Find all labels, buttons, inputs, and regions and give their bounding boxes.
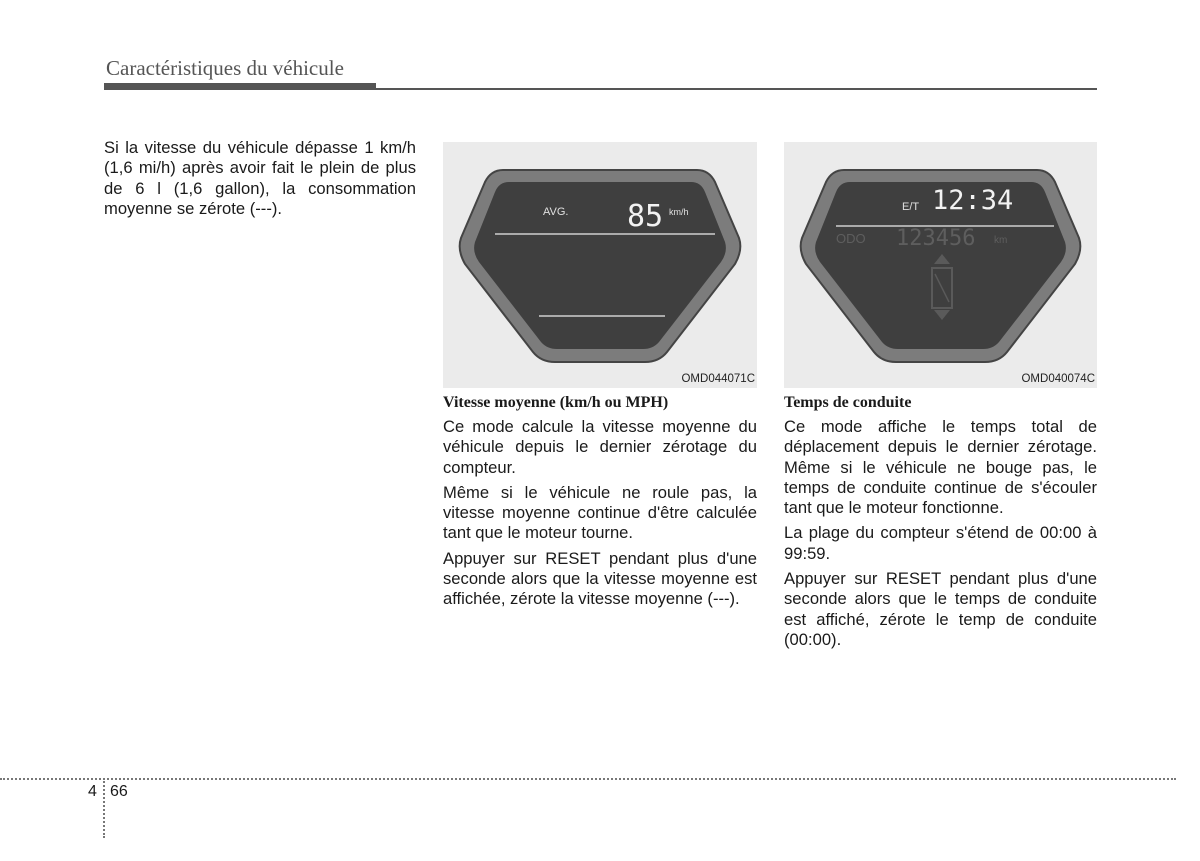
- header-rule: [104, 88, 1097, 90]
- page-header-title: Caractéristiques du véhicule: [106, 56, 344, 80]
- avg-speed-figure: [443, 142, 757, 388]
- avg-speed-cluster-illustration: [443, 142, 757, 388]
- drive-time-section: [784, 394, 1097, 650]
- avg-label: AVG.: [543, 206, 569, 218]
- page-number: 66: [110, 783, 128, 800]
- section-paragraph: Ce mode calcule la vitesse moyenne du véhicule depuis le dernier zérotage du compteur.: [443, 417, 757, 477]
- section-paragraph: La plage du compteur s'étend de 00:00 à 99:59.: [784, 523, 1097, 563]
- intro-column: [104, 138, 416, 219]
- section-title: Temps de conduite: [784, 394, 912, 411]
- odometer-unit: km: [994, 235, 1008, 246]
- elapsed-time-label: E/T: [902, 201, 920, 213]
- drive-time-figure: [784, 142, 1097, 388]
- odometer-value: 123456: [896, 226, 976, 251]
- section-paragraph: Ce mode affiche le temps total de déplacement depuis le dernier zérotage. Même si le véhicule ne bouge pas, le temps de conduite continue de s'écouler tant que le moteur fonctionne.: [784, 417, 1097, 518]
- avg-unit: km/h: [669, 207, 689, 217]
- avg-speed-section: [443, 394, 757, 610]
- footer-divider: [103, 778, 105, 838]
- elapsed-time-value: 12:34: [932, 185, 1014, 216]
- section-title: Vitesse moyenne (km/h ou MPH): [443, 394, 669, 411]
- drive-time-cluster-illustration: [784, 142, 1097, 388]
- odometer-label: ODO: [836, 231, 866, 246]
- avg-value: 85: [627, 199, 664, 234]
- section-paragraph: Appuyer sur RESET pendant plus d'une seconde alors que le temps de conduite est affiché, zérote le temp de conduite (00:00).: [784, 569, 1097, 649]
- intro-paragraph: Si la vitesse du véhicule dépasse 1 km/h (1,6 mi/h) après avoir fait le plein de plus de 6 l (1,6 gallon), la consommation moyenne se zérote (---).: [104, 138, 416, 218]
- section-paragraph: Même si le véhicule ne roule pas, la vitesse moyenne continue d'être calculée tant que le moteur tourne.: [443, 482, 757, 543]
- footer-rule: [0, 778, 1176, 780]
- figure-code: OMD044071C: [681, 373, 755, 385]
- figure-code: OMD040074C: [1021, 373, 1095, 385]
- section-paragraph: Appuyer sur RESET pendant plus d'une seconde alors que la vitesse moyenne est affichée, zérote la vitesse moyenne (---).: [443, 548, 757, 609]
- chapter-number: 4: [88, 783, 97, 800]
